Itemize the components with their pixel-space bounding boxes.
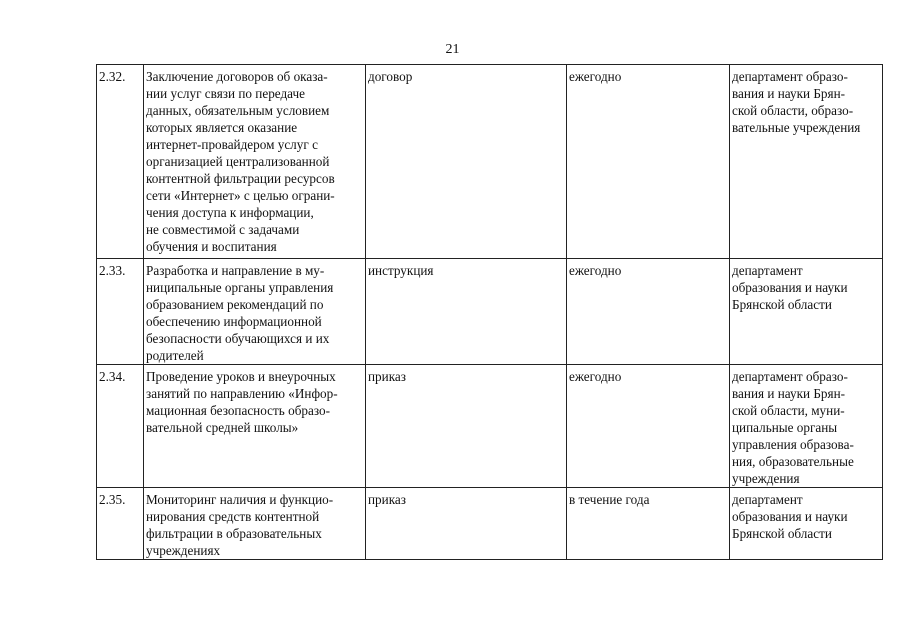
item-term: ежегодно <box>567 365 730 488</box>
item-number: 2.32. <box>97 65 144 259</box>
item-number: 2.33. <box>97 259 144 365</box>
item-responsible: департамент образо- вания и науки Брян- ской области, муни- ципальные органы управления образова- ния, образовательные учреждения <box>730 365 883 488</box>
item-term: ежегодно <box>567 259 730 365</box>
item-document: приказ <box>366 365 567 488</box>
item-responsible: департамент образования и науки Брянской области <box>730 259 883 365</box>
item-number: 2.34. <box>97 365 144 488</box>
item-term: ежегодно <box>567 65 730 259</box>
table-row <box>97 259 883 365</box>
item-document: договор <box>366 65 567 259</box>
item-description: Проведение уроков и внеурочных занятий по направлению «Инфор- мационная безопасность образо- вательной средней школы» <box>144 365 366 488</box>
item-description: Заключение договоров об оказа- нии услуг связи по передаче данных, обязательным условием которых является оказание интернет-провайдером услуг с организацией централизованной контентной фильтрации ресурсов сети «Интернет» с целью ограни- чения доступа к информации, не совместимой с задачами обучения и воспитания <box>144 65 366 259</box>
item-description: Мониторинг наличия и функцио- нирования средств контентной фильтрации в образовательных учреждениях <box>144 488 366 560</box>
table-row <box>97 488 883 560</box>
item-description: Разработка и направление в му- ниципальные органы управления образованием рекомендаций по обеспечению информационной безопасности обучающихся и их родителей <box>144 259 366 365</box>
item-term: в течение года <box>567 488 730 560</box>
item-document: инструкция <box>366 259 567 365</box>
item-responsible: департамент образо- вания и науки Брян- ской области, образо- вательные учреждения <box>730 65 883 259</box>
item-document: приказ <box>366 488 567 560</box>
page-number: 21 <box>445 42 460 57</box>
table-row <box>97 65 883 259</box>
table-row <box>97 365 883 488</box>
item-number: 2.35. <box>97 488 144 560</box>
measures-table <box>96 64 883 560</box>
item-responsible: департамент образования и науки Брянской области <box>730 488 883 560</box>
